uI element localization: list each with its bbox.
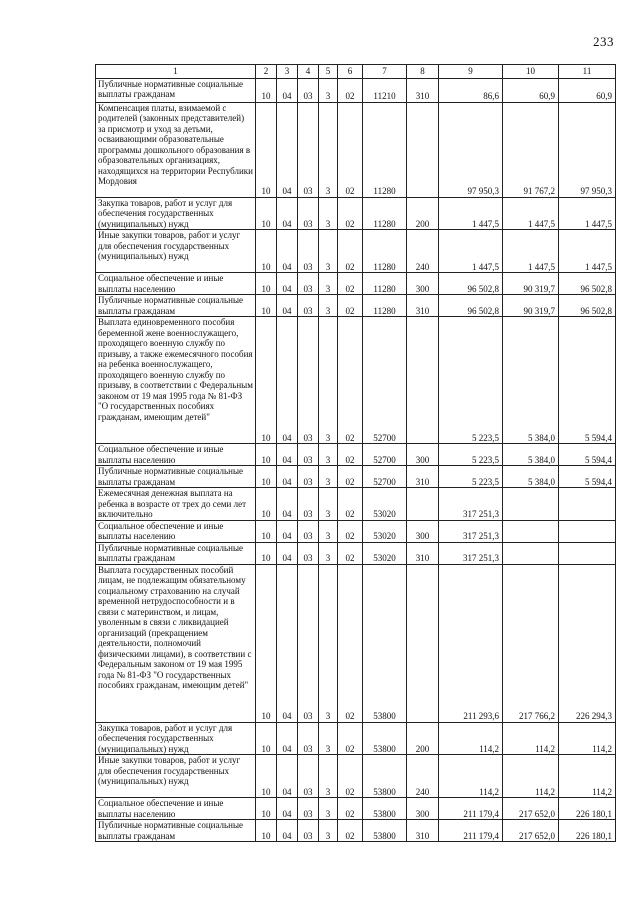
program-code-cell: 03 (298, 722, 319, 755)
amount-year1-cell: 86,6 (439, 78, 503, 102)
amount-year3-cell: 114,2 (559, 722, 616, 755)
program-code-cell: 03 (298, 197, 319, 230)
subprogram-code-cell: 3 (319, 755, 338, 798)
section-code-cell: 10 (256, 564, 277, 722)
row-name-cell: Социальное обеспечение и иные выплаты населению (96, 444, 256, 466)
column-header: 8 (407, 65, 439, 79)
expense-type-cell: 310 (407, 295, 439, 317)
amount-year3-cell: 226 180,1 (559, 798, 616, 820)
amount-year2-cell: 114,2 (503, 755, 559, 798)
subsection-code-cell: 04 (277, 102, 298, 197)
program-code-cell: 03 (298, 488, 319, 521)
target-article-cell: 53020 (363, 520, 407, 542)
table-body (96, 78, 616, 842)
expense-type-cell (407, 102, 439, 197)
event-code-cell: 02 (338, 564, 363, 722)
row-name-cell: Иные закупки товаров, работ и услуг для обеспечения государственных (муниципальных) нужд (96, 230, 256, 273)
amount-year2-cell: 217 652,0 (503, 820, 559, 842)
amount-year3-cell (559, 520, 616, 542)
section-code-cell: 10 (256, 466, 277, 488)
amount-year3-cell (559, 488, 616, 521)
event-code-cell: 02 (338, 722, 363, 755)
budget-table (95, 64, 616, 842)
subprogram-code-cell: 3 (319, 78, 338, 102)
row-name-cell: Ежемесячная денежная выплата на ребенка в возрасте от трех до семи лет включительно (96, 488, 256, 521)
program-code-cell: 03 (298, 317, 319, 444)
event-code-cell: 02 (338, 78, 363, 102)
section-code-cell: 10 (256, 722, 277, 755)
subsection-code-cell: 04 (277, 295, 298, 317)
amount-year2-cell: 91 767,2 (503, 102, 559, 197)
event-code-cell: 02 (338, 197, 363, 230)
table-row (96, 197, 616, 230)
program-code-cell: 03 (298, 820, 319, 842)
subsection-code-cell: 04 (277, 197, 298, 230)
program-code-cell: 03 (298, 520, 319, 542)
subprogram-code-cell: 3 (319, 798, 338, 820)
program-code-cell: 03 (298, 466, 319, 488)
row-name-cell: Выплата единовременного пособия беременной жене военнослужащего, проходящего военную службу по призыву, а также ежемесячного пособия на ребенка военнослужащего, проходящего военную службу по призыву, в соответствии с Федеральным законом от 19 мая 1995 года № 81-ФЗ "О государственных пособиях гражданам, имеющим детей" (96, 317, 256, 444)
amount-year1-cell: 317 251,3 (439, 542, 503, 564)
expense-type-cell: 200 (407, 197, 439, 230)
table-row (96, 820, 616, 842)
subsection-code-cell: 04 (277, 542, 298, 564)
column-header: 10 (503, 65, 559, 79)
target-article-cell: 53800 (363, 564, 407, 722)
table-row (96, 466, 616, 488)
table-row (96, 230, 616, 273)
subsection-code-cell: 04 (277, 564, 298, 722)
section-code-cell: 10 (256, 798, 277, 820)
expense-type-cell: 240 (407, 230, 439, 273)
expense-type-cell: 300 (407, 273, 439, 295)
amount-year3-cell: 114,2 (559, 755, 616, 798)
target-article-cell: 53020 (363, 542, 407, 564)
amount-year2-cell: 5 384,0 (503, 466, 559, 488)
table-row (96, 488, 616, 521)
target-article-cell: 53800 (363, 722, 407, 755)
amount-year1-cell: 211 179,4 (439, 798, 503, 820)
event-code-cell: 02 (338, 317, 363, 444)
event-code-cell: 02 (338, 798, 363, 820)
row-name-cell: Публичные нормативные социальные выплаты гражданам (96, 78, 256, 102)
column-header: 6 (338, 65, 363, 79)
amount-year1-cell: 1 447,5 (439, 230, 503, 273)
section-code-cell: 10 (256, 488, 277, 521)
amount-year1-cell: 211 179,4 (439, 820, 503, 842)
target-article-cell: 53800 (363, 798, 407, 820)
section-code-cell: 10 (256, 273, 277, 295)
subprogram-code-cell: 3 (319, 102, 338, 197)
target-article-cell: 11280 (363, 295, 407, 317)
subprogram-code-cell: 3 (319, 488, 338, 521)
subsection-code-cell: 04 (277, 488, 298, 521)
table-row (96, 273, 616, 295)
subsection-code-cell: 04 (277, 722, 298, 755)
row-name-cell: Выплата государственных пособий лицам, не подлежащим обязательному социальному страхованию на случай временной нетрудоспособности и в связи с материнством, и лицам, уволенным в связи с ликвидацией организаций (прекращением деятельности, полномочий физическими лицами), в соответствии с Федеральным законом от 19 мая 1995 года № 81-ФЗ "О государственных пособиях гражданам, имеющим детей" (96, 564, 256, 722)
amount-year3-cell: 96 502,8 (559, 295, 616, 317)
target-article-cell: 11210 (363, 78, 407, 102)
amount-year1-cell: 5 223,5 (439, 444, 503, 466)
section-code-cell: 10 (256, 820, 277, 842)
event-code-cell: 02 (338, 230, 363, 273)
section-code-cell: 10 (256, 755, 277, 798)
subsection-code-cell: 04 (277, 444, 298, 466)
amount-year3-cell: 1 447,5 (559, 197, 616, 230)
event-code-cell: 02 (338, 542, 363, 564)
amount-year3-cell: 97 950,3 (559, 102, 616, 197)
section-code-cell: 10 (256, 295, 277, 317)
section-code-cell: 10 (256, 317, 277, 444)
amount-year2-cell: 5 384,0 (503, 317, 559, 444)
amount-year3-cell (559, 542, 616, 564)
subprogram-code-cell: 3 (319, 444, 338, 466)
amount-year2-cell: 217 766,2 (503, 564, 559, 722)
amount-year3-cell: 5 594,4 (559, 444, 616, 466)
amount-year2-cell (503, 542, 559, 564)
row-name-cell: Закупка товаров, работ и услуг для обеспечения государственных (муниципальных) нужд (96, 722, 256, 755)
event-code-cell: 02 (338, 444, 363, 466)
target-article-cell: 53800 (363, 820, 407, 842)
table-row (96, 78, 616, 102)
column-header: 4 (298, 65, 319, 79)
section-code-cell: 10 (256, 444, 277, 466)
row-name-cell: Иные закупки товаров, работ и услуг для обеспечения государственных (муниципальных) нужд (96, 755, 256, 798)
amount-year1-cell: 1 447,5 (439, 197, 503, 230)
target-article-cell: 11280 (363, 197, 407, 230)
amount-year1-cell: 317 251,3 (439, 488, 503, 521)
amount-year3-cell: 1 447,5 (559, 230, 616, 273)
amount-year3-cell: 5 594,4 (559, 317, 616, 444)
column-header: 5 (319, 65, 338, 79)
amount-year3-cell: 226 294,3 (559, 564, 616, 722)
program-code-cell: 03 (298, 542, 319, 564)
event-code-cell: 02 (338, 820, 363, 842)
target-article-cell: 52700 (363, 317, 407, 444)
table-row (96, 755, 616, 798)
column-header: 11 (559, 65, 616, 79)
table-row (96, 542, 616, 564)
table-row (96, 295, 616, 317)
column-header: 1 (96, 65, 256, 79)
program-code-cell: 03 (298, 755, 319, 798)
expense-type-cell: 240 (407, 755, 439, 798)
target-article-cell: 11280 (363, 102, 407, 197)
subprogram-code-cell: 3 (319, 542, 338, 564)
amount-year1-cell: 317 251,3 (439, 520, 503, 542)
table-row (96, 564, 616, 722)
subprogram-code-cell: 3 (319, 466, 338, 488)
row-name-cell: Публичные нормативные социальные выплаты гражданам (96, 820, 256, 842)
amount-year2-cell (503, 520, 559, 542)
target-article-cell: 52700 (363, 466, 407, 488)
amount-year1-cell: 96 502,8 (439, 295, 503, 317)
section-code-cell: 10 (256, 230, 277, 273)
section-code-cell: 10 (256, 78, 277, 102)
expense-type-cell: 310 (407, 820, 439, 842)
target-article-cell: 53020 (363, 488, 407, 521)
subsection-code-cell: 04 (277, 820, 298, 842)
section-code-cell: 10 (256, 102, 277, 197)
expense-type-cell (407, 488, 439, 521)
amount-year1-cell: 114,2 (439, 755, 503, 798)
section-code-cell: 10 (256, 542, 277, 564)
page-number: 233 (593, 34, 614, 49)
subsection-code-cell: 04 (277, 78, 298, 102)
target-article-cell: 53800 (363, 755, 407, 798)
expense-type-cell: 200 (407, 722, 439, 755)
amount-year1-cell: 5 223,5 (439, 466, 503, 488)
row-name-cell: Закупка товаров, работ и услуг для обеспечения государственных (муниципальных) нужд (96, 197, 256, 230)
table-row (96, 798, 616, 820)
column-header: 2 (256, 65, 277, 79)
amount-year2-cell: 60,9 (503, 78, 559, 102)
amount-year1-cell: 114,2 (439, 722, 503, 755)
amount-year3-cell: 5 594,4 (559, 466, 616, 488)
event-code-cell: 02 (338, 295, 363, 317)
column-header: 7 (363, 65, 407, 79)
subprogram-code-cell: 3 (319, 520, 338, 542)
subsection-code-cell: 04 (277, 317, 298, 444)
target-article-cell: 52700 (363, 444, 407, 466)
row-name-cell: Социальное обеспечение и иные выплаты населению (96, 798, 256, 820)
expense-type-cell (407, 317, 439, 444)
amount-year1-cell: 97 950,3 (439, 102, 503, 197)
event-code-cell: 02 (338, 273, 363, 295)
table-row (96, 317, 616, 444)
amount-year2-cell: 1 447,5 (503, 230, 559, 273)
subprogram-code-cell: 3 (319, 197, 338, 230)
row-name-cell: Социальное обеспечение и иные выплаты населению (96, 520, 256, 542)
row-name-cell: Публичные нормативные социальные выплаты гражданам (96, 295, 256, 317)
expense-type-cell: 310 (407, 78, 439, 102)
subsection-code-cell: 04 (277, 230, 298, 273)
column-header: 3 (277, 65, 298, 79)
expense-type-cell (407, 564, 439, 722)
row-name-cell: Публичные нормативные социальные выплаты гражданам (96, 542, 256, 564)
table-row (96, 722, 616, 755)
target-article-cell: 11280 (363, 273, 407, 295)
subprogram-code-cell: 3 (319, 722, 338, 755)
amount-year3-cell: 60,9 (559, 78, 616, 102)
program-code-cell: 03 (298, 102, 319, 197)
section-code-cell: 10 (256, 197, 277, 230)
event-code-cell: 02 (338, 102, 363, 197)
amount-year1-cell: 211 293,6 (439, 564, 503, 722)
amount-year2-cell: 5 384,0 (503, 444, 559, 466)
expense-type-cell: 300 (407, 520, 439, 542)
subprogram-code-cell: 3 (319, 273, 338, 295)
expense-type-cell: 310 (407, 542, 439, 564)
table-header-row (96, 65, 616, 79)
event-code-cell: 02 (338, 755, 363, 798)
subsection-code-cell: 04 (277, 755, 298, 798)
section-code-cell: 10 (256, 520, 277, 542)
amount-year2-cell: 90 319,7 (503, 295, 559, 317)
amount-year3-cell: 226 180,1 (559, 820, 616, 842)
amount-year1-cell: 96 502,8 (439, 273, 503, 295)
expense-type-cell: 310 (407, 466, 439, 488)
row-name-cell: Компенсация платы, взимаемой с родителей (законных представителей) за присмотр и уход за детьми, осваивающими образовательные программы дошкольного образования в образовательных организациях, находящихся на территории Республики Мордовия (96, 102, 256, 197)
event-code-cell: 02 (338, 520, 363, 542)
subsection-code-cell: 04 (277, 798, 298, 820)
program-code-cell: 03 (298, 295, 319, 317)
program-code-cell: 03 (298, 273, 319, 295)
event-code-cell: 02 (338, 488, 363, 521)
event-code-cell: 02 (338, 466, 363, 488)
amount-year2-cell: 90 319,7 (503, 273, 559, 295)
column-header: 9 (439, 65, 503, 79)
program-code-cell: 03 (298, 444, 319, 466)
amount-year2-cell: 114,2 (503, 722, 559, 755)
subprogram-code-cell: 3 (319, 230, 338, 273)
program-code-cell: 03 (298, 798, 319, 820)
expense-type-cell: 300 (407, 798, 439, 820)
table-row (96, 444, 616, 466)
amount-year3-cell: 96 502,8 (559, 273, 616, 295)
subprogram-code-cell: 3 (319, 820, 338, 842)
program-code-cell: 03 (298, 78, 319, 102)
table-row (96, 520, 616, 542)
amount-year1-cell: 5 223,5 (439, 317, 503, 444)
row-name-cell: Публичные нормативные социальные выплаты гражданам (96, 466, 256, 488)
amount-year2-cell: 217 652,0 (503, 798, 559, 820)
amount-year2-cell: 1 447,5 (503, 197, 559, 230)
row-name-cell: Социальное обеспечение и иные выплаты населению (96, 273, 256, 295)
amount-year2-cell (503, 488, 559, 521)
program-code-cell: 03 (298, 230, 319, 273)
subsection-code-cell: 04 (277, 466, 298, 488)
subprogram-code-cell: 3 (319, 564, 338, 722)
subprogram-code-cell: 3 (319, 295, 338, 317)
expense-type-cell: 300 (407, 444, 439, 466)
program-code-cell: 03 (298, 564, 319, 722)
subsection-code-cell: 04 (277, 273, 298, 295)
subsection-code-cell: 04 (277, 520, 298, 542)
subprogram-code-cell: 3 (319, 317, 338, 444)
target-article-cell: 11280 (363, 230, 407, 273)
table-row (96, 102, 616, 197)
